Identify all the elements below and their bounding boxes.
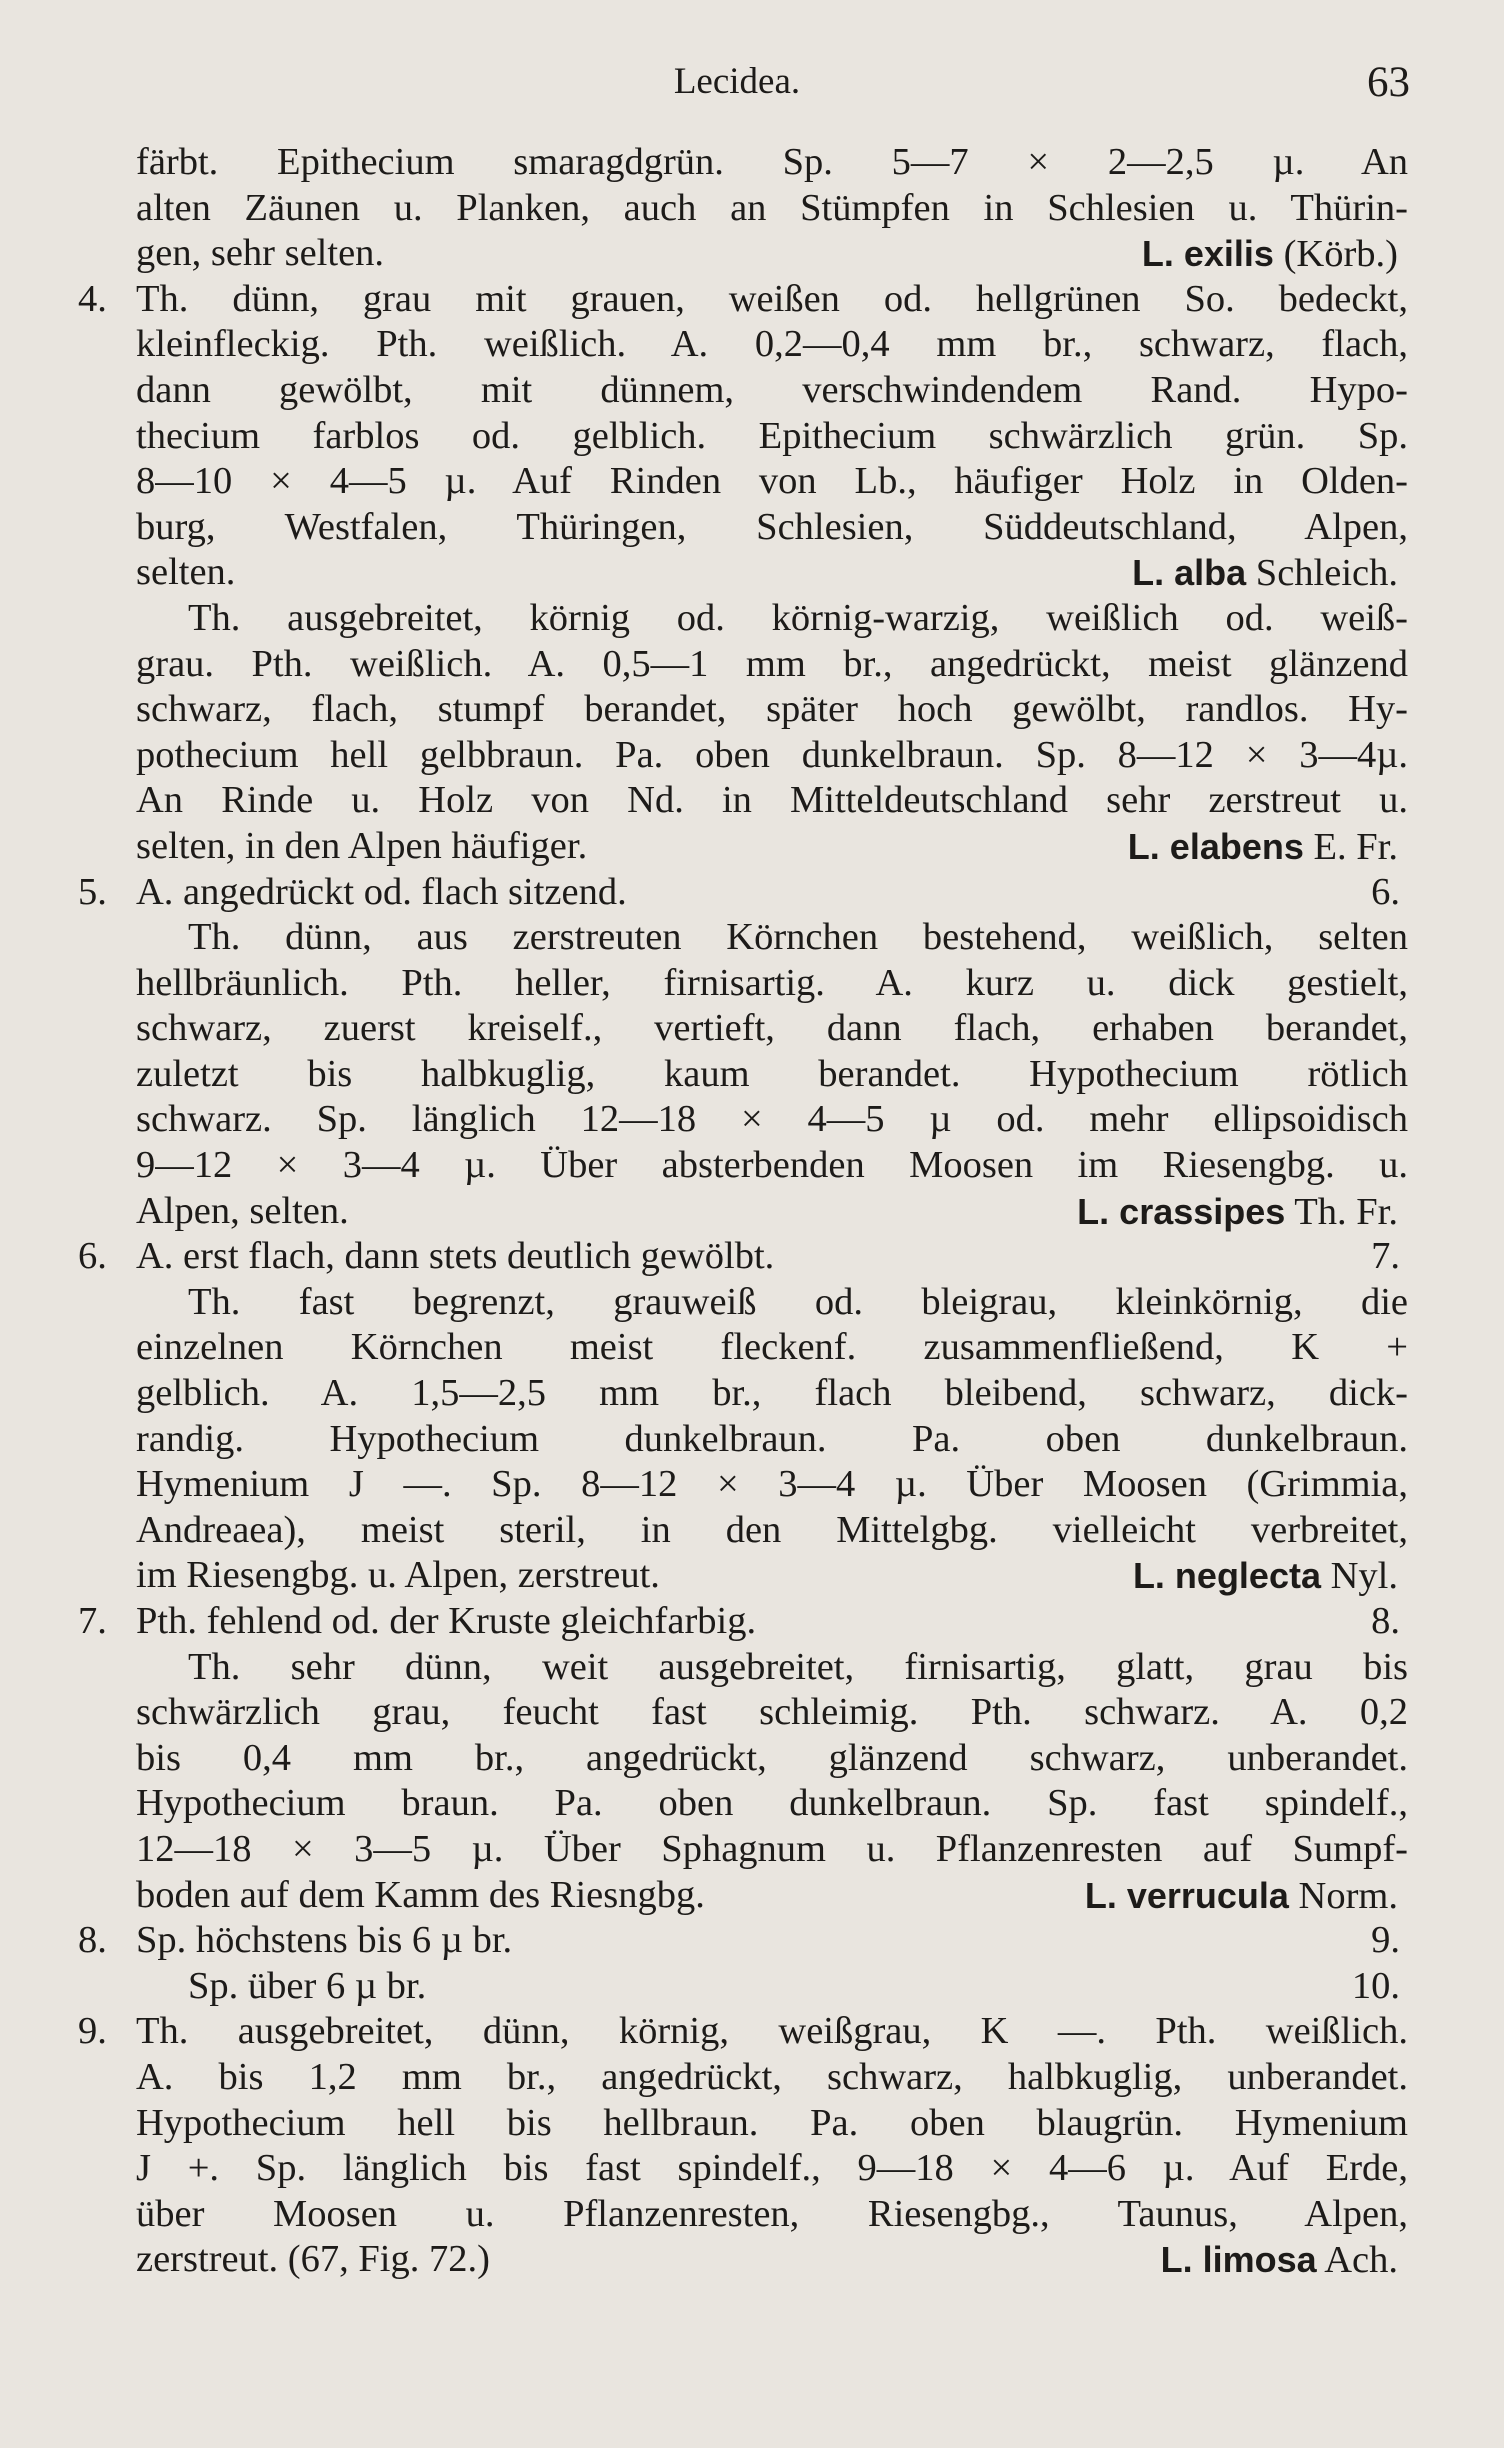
line-text: dann gewölbt, mit dünnem, verschwindendem Rand. Hypo- bbox=[136, 368, 1408, 411]
text-line bbox=[78, 1873, 1408, 1919]
line-text: Alpen, selten. bbox=[136, 1189, 349, 1232]
text-line bbox=[78, 1781, 1408, 1827]
line-text: boden auf dem Kamm des Riesngbg. bbox=[136, 1873, 705, 1916]
line-text: Hypothecium braun. Pa. oben dunkelbraun. Sp. fast spindelf., bbox=[136, 1782, 1408, 1825]
line-text: J +. Sp. länglich bis fast spindelf., 9—18 × 4—6 µ. Auf Erde, bbox=[136, 2147, 1408, 2190]
line-text: Pth. fehlend od. der Kruste gleichfarbig. bbox=[136, 1600, 757, 1642]
text-line bbox=[78, 2101, 1408, 2147]
line-text: Th. ausgebreitet, körnig od. körnig-warzig, weißlich od. weiß- bbox=[188, 596, 1408, 639]
species-binomial: L. neglecta bbox=[1132, 1555, 1321, 1597]
running-title: Lecidea. bbox=[673, 61, 801, 102]
page-number: 63 bbox=[1367, 59, 1410, 106]
line-text: alten Zäunen u. Planken, auch an Stümpfen in Schlesien u. Thürin- bbox=[136, 186, 1408, 229]
line-text: 12—18 × 3—5 µ. Über Sphagnum u. Pflanzenresten auf Sumpf- bbox=[136, 1827, 1408, 1870]
key-reference: 10. bbox=[1351, 1964, 1400, 2007]
page-header bbox=[0, 58, 1504, 108]
species-name bbox=[1085, 1873, 1398, 1920]
line-text: Th. sehr dünn, weit ausgebreitet, firnisartig, glatt, grau bis bbox=[188, 1645, 1408, 1688]
line-text: selten, in den Alpen häufiger. bbox=[136, 824, 588, 867]
line-text: hellbräunlich. Pth. heller, firnisartig. A. kurz u. dick gestielt, bbox=[136, 961, 1408, 1004]
line-text: pothecium hell gelbbraun. Pa. oben dunkelbraun. Sp. 8—12 × 3—4µ. bbox=[136, 733, 1408, 776]
species-name bbox=[1128, 824, 1398, 871]
text-line bbox=[78, 140, 1408, 186]
line-text: Hymenium J —. Sp. 8—12 × 3—4 µ. Über Moosen (Grimmia, bbox=[136, 1463, 1408, 1506]
text-line bbox=[78, 961, 1408, 1007]
key-reference: 7. bbox=[1371, 1235, 1400, 1278]
line-text: Hypothecium hell bis hellbraun. Pa. oben blaugrün. Hymenium bbox=[136, 2101, 1408, 2144]
text-line bbox=[78, 870, 1408, 916]
species-author: E. Fr. bbox=[1313, 825, 1398, 868]
line-text: Th. fast begrenzt, grauweiß od. bleigrau, kleinkörnig, die bbox=[188, 1280, 1408, 1323]
line-text: Sp. über 6 µ br. bbox=[188, 1964, 427, 2007]
text-line bbox=[78, 1964, 1408, 2010]
text-line bbox=[78, 550, 1408, 596]
line-text: schwarz. Sp. länglich 12—18 × 4—5 µ od. mehr ellipsoidisch bbox=[136, 1098, 1408, 1141]
species-name bbox=[1142, 231, 1398, 278]
text-line bbox=[78, 277, 1408, 323]
key-reference: 6. bbox=[1371, 870, 1400, 913]
text-line bbox=[78, 1599, 1408, 1645]
text-line bbox=[78, 1827, 1408, 1873]
species-binomial: L. elabens bbox=[1127, 825, 1304, 867]
text-line bbox=[78, 1417, 1408, 1463]
species-author: Norm. bbox=[1298, 1874, 1398, 1917]
body-text bbox=[78, 140, 1408, 2283]
text-line bbox=[78, 368, 1408, 414]
text-line bbox=[78, 1690, 1408, 1736]
text-line bbox=[78, 459, 1408, 505]
line-text: Andreaea), meist steril, in den Mittelgbg. vielleicht verbreitet, bbox=[136, 1508, 1408, 1551]
text-line bbox=[78, 824, 1408, 870]
key-reference: 9. bbox=[1371, 1919, 1400, 1962]
line-text: bis 0,4 mm br., angedrückt, glänzend schwarz, unberandet. bbox=[136, 1736, 1408, 1779]
text-line bbox=[78, 1097, 1408, 1143]
line-text: kleinfleckig. Pth. weißlich. A. 0,2—0,4 mm br., schwarz, flach, bbox=[136, 323, 1408, 366]
text-line bbox=[78, 1143, 1408, 1189]
species-binomial: L. limosa bbox=[1160, 2239, 1317, 2281]
species-name bbox=[1077, 1189, 1398, 1236]
species-author: Nyl. bbox=[1330, 1555, 1398, 1598]
line-text: A. bis 1,2 mm br., angedrückt, schwarz, halbkuglig, unberandet. bbox=[136, 2055, 1408, 2098]
text-line bbox=[78, 2237, 1408, 2283]
line-text: gen, sehr selten. bbox=[136, 232, 385, 275]
text-line bbox=[78, 1052, 1408, 1098]
key-number: 9. bbox=[78, 2010, 107, 2053]
species-name bbox=[1161, 2237, 1398, 2284]
species-binomial: L. alba bbox=[1132, 552, 1247, 594]
line-text: schwärzlich grau, feucht fast schleimig. Pth. schwarz. A. 0,2 bbox=[136, 1691, 1408, 1734]
line-text: selten. bbox=[136, 551, 236, 594]
key-number: 5. bbox=[78, 870, 107, 913]
line-text: gelblich. A. 1,5—2,5 mm br., flach bleibend, schwarz, dick- bbox=[136, 1372, 1408, 1415]
species-binomial: L. exilis bbox=[1141, 233, 1274, 275]
line-text: randig. Hypothecium dunkelbraun. Pa. oben dunkelbraun. bbox=[136, 1417, 1408, 1460]
key-reference: 8. bbox=[1371, 1600, 1400, 1642]
species-author: Th. Fr. bbox=[1294, 1190, 1398, 1233]
line-text: über Moosen u. Pflanzenresten, Riesengbg., Taunus, Alpen, bbox=[136, 2192, 1408, 2235]
text-line bbox=[78, 1371, 1408, 1417]
text-line bbox=[78, 186, 1408, 232]
text-line bbox=[78, 1508, 1408, 1554]
line-text: 8—10 × 4—5 µ. Auf Rinden von Lb., häufiger Holz in Olden- bbox=[136, 460, 1408, 503]
line-text: A. angedrückt od. flach sitzend. bbox=[136, 870, 627, 913]
line-text: grau. Pth. weißlich. A. 0,5—1 mm br., angedrückt, meist glänzend bbox=[136, 642, 1408, 685]
line-text: An Rinde u. Holz von Nd. in Mitteldeutschland sehr zerstreut u. bbox=[136, 779, 1408, 822]
line-text: schwarz, flach, stumpf berandet, später hoch gewölbt, randlos. Hy- bbox=[136, 688, 1408, 731]
line-text: burg, Westfalen, Thüringen, Schlesien, Süddeutschland, Alpen, bbox=[136, 505, 1408, 548]
line-text: im Riesengbg. u. Alpen, zerstreut. bbox=[136, 1554, 660, 1597]
text-line bbox=[78, 505, 1408, 551]
line-text: Sp. höchstens bis 6 µ br. bbox=[136, 1919, 513, 1962]
text-line bbox=[78, 2009, 1408, 2055]
line-text: einzelnen Körnchen meist fleckenf. zusammenfließend, K + bbox=[136, 1326, 1408, 1369]
text-line bbox=[78, 1736, 1408, 1782]
species-name bbox=[1133, 1553, 1398, 1600]
species-author: Ach. bbox=[1324, 2239, 1398, 2282]
text-line bbox=[78, 1918, 1408, 1964]
text-line bbox=[78, 596, 1408, 642]
text-line bbox=[78, 642, 1408, 688]
text-line bbox=[78, 2146, 1408, 2192]
key-number: 7. bbox=[78, 1600, 107, 1642]
text-line bbox=[78, 1553, 1408, 1599]
text-line bbox=[78, 2055, 1408, 2101]
text-line bbox=[78, 1645, 1408, 1691]
text-line bbox=[78, 1189, 1408, 1235]
text-line bbox=[78, 733, 1408, 779]
species-binomial: L. verrucula bbox=[1084, 1874, 1289, 1916]
key-number: 4. bbox=[78, 277, 107, 320]
text-line bbox=[78, 915, 1408, 961]
text-line bbox=[78, 2192, 1408, 2238]
line-text: Th. ausgebreitet, dünn, körnig, weißgrau, K —. Pth. weißlich. bbox=[136, 2010, 1408, 2053]
line-text: schwarz, zuerst kreiself., vertieft, dann flach, erhaben berandet, bbox=[136, 1007, 1408, 1050]
text-line bbox=[78, 414, 1408, 460]
key-number: 6. bbox=[78, 1235, 107, 1278]
line-text: Th. dünn, aus zerstreuten Körnchen bestehend, weißlich, selten bbox=[188, 916, 1408, 959]
line-text: zerstreut. (67, Fig. 72.) bbox=[136, 2238, 490, 2281]
species-author: Schleich. bbox=[1255, 552, 1398, 595]
text-line bbox=[78, 322, 1408, 368]
text-line bbox=[78, 1280, 1408, 1326]
text-line bbox=[78, 231, 1408, 277]
species-name bbox=[1132, 550, 1398, 597]
text-line bbox=[78, 687, 1408, 733]
line-text: färbt. Epithecium smaragdgrün. Sp. 5—7 × 2—2,5 µ. An bbox=[136, 141, 1408, 183]
text-line bbox=[78, 1462, 1408, 1508]
line-text: zuletzt bis halbkuglig, kaum berandet. Hypothecium rötlich bbox=[136, 1052, 1408, 1095]
text-line bbox=[78, 1006, 1408, 1052]
line-text: Th. dünn, grau mit grauen, weißen od. hellgrünen So. bedeckt, bbox=[136, 277, 1408, 320]
species-binomial: L. crassipes bbox=[1077, 1190, 1286, 1232]
key-number: 8. bbox=[78, 1919, 107, 1962]
text-line bbox=[78, 778, 1408, 824]
species-author: (Körb.) bbox=[1283, 233, 1398, 276]
line-text: 9—12 × 3—4 µ. Über absterbenden Moosen im Riesengbg. u. bbox=[136, 1144, 1408, 1187]
line-text: A. erst flach, dann stets deutlich gewölbt. bbox=[136, 1235, 775, 1278]
line-text: thecium farblos od. gelblich. Epithecium schwärzlich grün. Sp. bbox=[136, 414, 1408, 457]
text-line bbox=[78, 1325, 1408, 1371]
text-line bbox=[78, 1234, 1408, 1280]
